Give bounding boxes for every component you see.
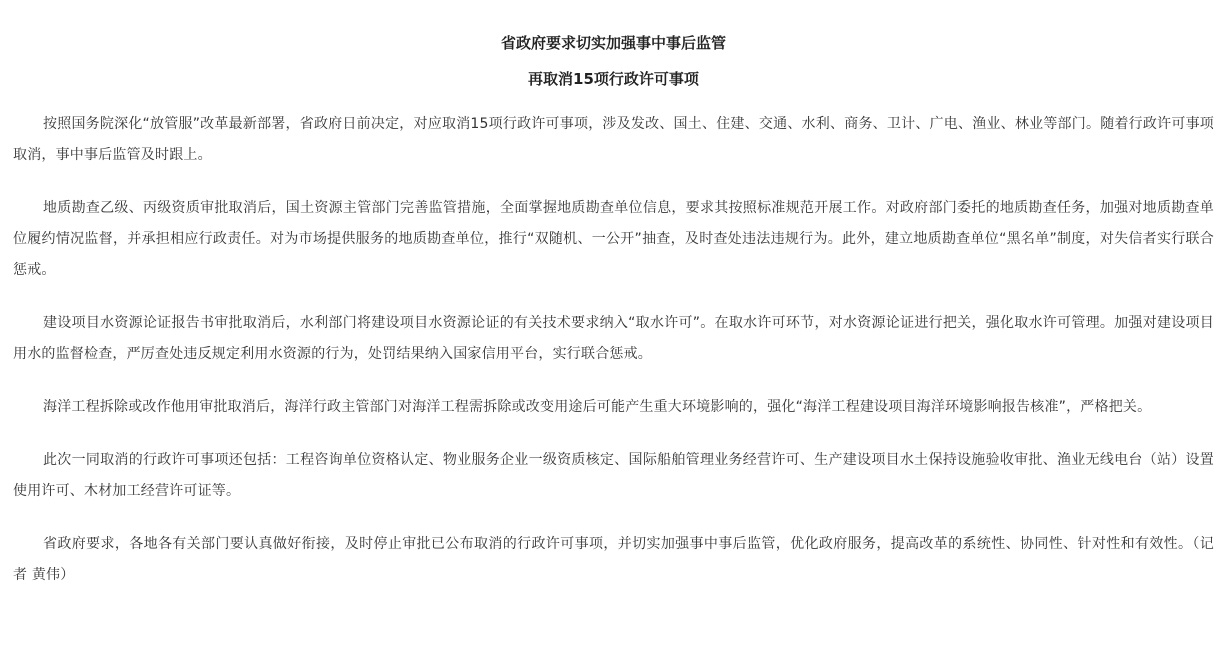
paragraph-other-items: 此次一同取消的行政许可事项还包括：工程咨询单位资格认定、物业服务企业一级资质核定、国际船舶管理业务经营许可、生产建设项目水土保持设施验收审批、渔业无线电台（站）设置使用许可、木材加工经营许可证等。 <box>13 452 1214 499</box>
paragraph-intro: 按照国务院深化“放管服”改革最新部署，省政府日前决定，对应取消15项行政许可事项，涉及发改、国土、住建、交通、水利、商务、卫计、广电、渔业、林业等部门。随着行政许可事项取消，事中事后监管及时跟上。 <box>13 116 1214 163</box>
article-body <box>13 109 1214 591</box>
paragraph-government-requirements: 省政府要求，各地各有关部门要认真做好衔接，及时停止审批已公布取消的行政许可事项，并切实加强事中事后监管，优化政府服务，提高改革的系统性、协同性、针对性和有效性。（记者 黄伟） <box>13 536 1214 583</box>
article-title <box>13 0 1214 89</box>
paragraph-water-resources: 建设项目水资源论证报告书审批取消后，水利部门将建设项目水资源论证的有关技术要求纳入“取水许可”。在取水许可环节，对水资源论证进行把关，强化取水许可管理。加强对建设项目用水的监督检查，严厉查处违反规定利用水资源的行为，处罚结果纳入国家信用平台，实行联合惩戒。 <box>13 315 1214 362</box>
article-title-line-2: 再取消15项行政许可事项 <box>528 70 699 88</box>
paragraph-geological-survey: 地质勘查乙级、丙级资质审批取消后，国土资源主管部门完善监管措施，全面掌握地质勘查单位信息，要求其按照标准规范开展工作。对政府部门委托的地质勘查任务，加强对地质勘查单位履约情况监督，并承担相应行政责任。对为市场提供服务的地质勘查单位，推行“双随机、一公开”抽查，及时查处违法违规行为。此外，建立地质勘查单位“黑名单”制度，对失信者实行联合惩戒。 <box>13 200 1214 278</box>
article-title-line-1: 省政府要求切实加强事中事后监管 <box>500 34 726 52</box>
paragraph-marine-engineering: 海洋工程拆除或改作他用审批取消后，海洋行政主管部门对海洋工程需拆除或改变用途后可能产生重大环境影响的，强化“海洋工程建设项目海洋环境影响报告核准”，严格把关。 <box>43 399 1152 415</box>
